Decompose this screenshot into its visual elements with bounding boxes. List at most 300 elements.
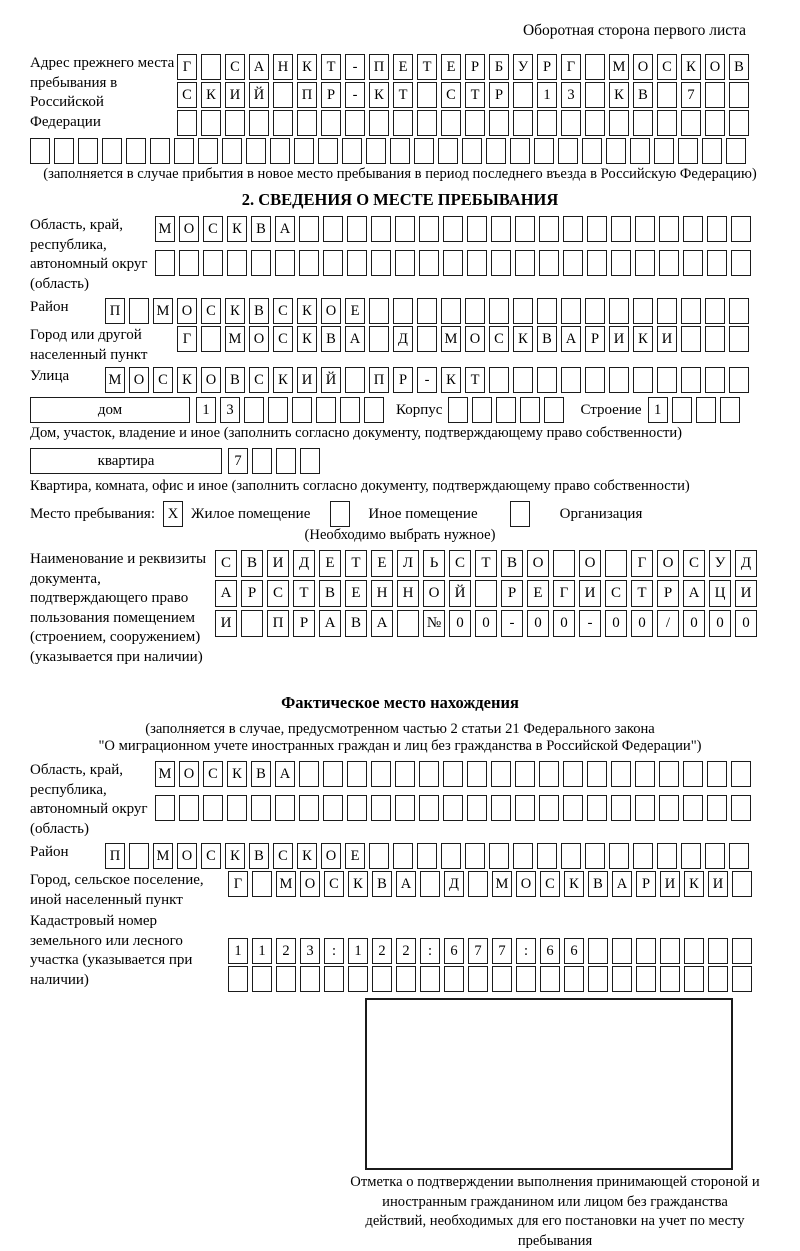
char-cell[interactable]	[201, 110, 221, 136]
char-cell[interactable]	[731, 250, 751, 276]
char-cell[interactable]	[275, 795, 295, 821]
char-cell[interactable]: С	[605, 580, 627, 607]
char-cell[interactable]	[419, 795, 439, 821]
char-cell[interactable]	[561, 367, 581, 393]
char-cell[interactable]: Т	[293, 580, 315, 607]
char-cell[interactable]	[420, 966, 440, 992]
char-cell[interactable]: Т	[465, 367, 485, 393]
char-cell[interactable]: Й	[449, 580, 471, 607]
char-cell[interactable]: Г	[228, 871, 248, 897]
char-cell[interactable]	[612, 966, 632, 992]
char-cell[interactable]	[635, 250, 655, 276]
char-cell[interactable]	[659, 795, 679, 821]
char-cell[interactable]: С	[215, 550, 237, 577]
char-cell[interactable]: С	[657, 54, 677, 80]
char-cell[interactable]	[513, 110, 533, 136]
char-cell[interactable]	[609, 367, 629, 393]
char-cell[interactable]: К	[633, 326, 653, 352]
char-cell[interactable]	[539, 250, 559, 276]
char-cell[interactable]: Р	[636, 871, 656, 897]
char-cell[interactable]	[720, 397, 740, 423]
char-cell[interactable]	[475, 580, 497, 607]
char-cell[interactable]	[660, 966, 680, 992]
char-cell[interactable]	[633, 298, 653, 324]
char-cell[interactable]: К	[297, 298, 317, 324]
char-cell[interactable]: М	[441, 326, 461, 352]
char-cell[interactable]: С	[249, 367, 269, 393]
char-cell[interactable]	[708, 966, 728, 992]
char-cell[interactable]	[491, 216, 511, 242]
char-cell[interactable]	[292, 397, 312, 423]
char-cell[interactable]: О	[527, 550, 549, 577]
char-cell[interactable]: О	[321, 298, 341, 324]
char-cell[interactable]	[585, 110, 605, 136]
char-cell[interactable]	[444, 966, 464, 992]
char-cell[interactable]: К	[348, 871, 368, 897]
char-cell[interactable]: С	[441, 82, 461, 108]
char-cell[interactable]	[294, 138, 314, 164]
char-cell[interactable]	[587, 216, 607, 242]
char-cell[interactable]	[585, 298, 605, 324]
char-cell[interactable]	[553, 550, 575, 577]
char-cell[interactable]: К	[201, 82, 221, 108]
char-cell[interactable]: 0	[735, 610, 757, 637]
char-cell[interactable]	[585, 54, 605, 80]
char-cell[interactable]: М	[276, 871, 296, 897]
char-cell[interactable]: У	[709, 550, 731, 577]
char-cell[interactable]: Д	[444, 871, 464, 897]
char-cell[interactable]	[276, 966, 296, 992]
char-cell[interactable]: О	[633, 54, 653, 80]
char-cell[interactable]: И	[609, 326, 629, 352]
char-cell[interactable]: 7	[468, 938, 488, 964]
char-cell[interactable]	[321, 110, 341, 136]
char-cell[interactable]: Г	[631, 550, 653, 577]
char-cell[interactable]: К	[297, 326, 317, 352]
char-cell[interactable]	[300, 448, 320, 474]
char-cell[interactable]: В	[633, 82, 653, 108]
char-cell[interactable]	[390, 138, 410, 164]
char-cell[interactable]	[198, 138, 218, 164]
char-cell[interactable]: 0	[709, 610, 731, 637]
char-cell[interactable]	[585, 367, 605, 393]
char-cell[interactable]: -	[501, 610, 523, 637]
char-cell[interactable]	[417, 110, 437, 136]
char-cell[interactable]	[371, 250, 391, 276]
char-cell[interactable]	[588, 938, 608, 964]
char-cell[interactable]	[299, 761, 319, 787]
char-cell[interactable]	[472, 397, 492, 423]
char-cell[interactable]: 1	[196, 397, 216, 423]
char-cell[interactable]: О	[579, 550, 601, 577]
char-cell[interactable]: 0	[605, 610, 627, 637]
char-cell[interactable]	[563, 761, 583, 787]
char-cell[interactable]	[678, 138, 698, 164]
char-cell[interactable]: В	[588, 871, 608, 897]
char-cell[interactable]	[462, 138, 482, 164]
char-cell[interactable]: 1	[648, 397, 668, 423]
char-cell[interactable]: К	[177, 367, 197, 393]
char-cell[interactable]	[467, 216, 487, 242]
char-cell[interactable]	[729, 326, 749, 352]
char-cell[interactable]: П	[369, 367, 389, 393]
char-cell[interactable]: 2	[276, 938, 296, 964]
char-cell[interactable]: И	[660, 871, 680, 897]
char-cell[interactable]: О	[129, 367, 149, 393]
char-cell[interactable]: :	[420, 938, 440, 964]
char-cell[interactable]: Е	[371, 550, 393, 577]
char-cell[interactable]	[371, 795, 391, 821]
char-cell[interactable]	[516, 966, 536, 992]
char-cell[interactable]	[489, 843, 509, 869]
char-cell[interactable]: Р	[393, 367, 413, 393]
char-cell[interactable]: Р	[489, 82, 509, 108]
char-cell[interactable]	[252, 448, 272, 474]
char-cell[interactable]: А	[345, 326, 365, 352]
char-cell[interactable]: :	[324, 938, 344, 964]
char-cell[interactable]	[563, 216, 583, 242]
char-cell[interactable]: Т	[631, 580, 653, 607]
char-cell[interactable]: Н	[371, 580, 393, 607]
char-cell[interactable]	[467, 761, 487, 787]
char-cell[interactable]	[705, 82, 725, 108]
char-cell[interactable]	[729, 843, 749, 869]
char-cell[interactable]	[732, 938, 752, 964]
char-cell[interactable]: Т	[393, 82, 413, 108]
char-cell[interactable]	[417, 843, 437, 869]
char-cell[interactable]: С	[267, 580, 289, 607]
char-cell[interactable]: К	[609, 82, 629, 108]
char-cell[interactable]	[395, 216, 415, 242]
char-cell[interactable]	[438, 138, 458, 164]
char-cell[interactable]	[129, 298, 149, 324]
char-cell[interactable]: С	[177, 82, 197, 108]
char-cell[interactable]	[323, 216, 343, 242]
char-cell[interactable]: О	[177, 298, 197, 324]
char-cell[interactable]	[369, 843, 389, 869]
char-cell[interactable]	[587, 761, 607, 787]
char-cell[interactable]: И	[267, 550, 289, 577]
char-cell[interactable]: 0	[631, 610, 653, 637]
char-cell[interactable]	[340, 397, 360, 423]
char-cell[interactable]	[539, 216, 559, 242]
char-cell[interactable]	[683, 250, 703, 276]
char-cell[interactable]	[696, 397, 716, 423]
char-cell[interactable]: О	[516, 871, 536, 897]
char-cell[interactable]	[465, 110, 485, 136]
char-cell[interactable]: О	[657, 550, 679, 577]
char-cell[interactable]	[300, 966, 320, 992]
char-cell[interactable]	[732, 966, 752, 992]
char-cell[interactable]: Т	[417, 54, 437, 80]
char-cell[interactable]: В	[225, 367, 245, 393]
char-cell[interactable]	[174, 138, 194, 164]
char-cell[interactable]	[681, 367, 701, 393]
char-cell[interactable]	[203, 250, 223, 276]
char-cell[interactable]: С	[449, 550, 471, 577]
char-cell[interactable]	[348, 966, 368, 992]
char-cell[interactable]	[587, 795, 607, 821]
char-cell[interactable]: П	[267, 610, 289, 637]
char-cell[interactable]	[150, 138, 170, 164]
char-cell[interactable]: -	[417, 367, 437, 393]
char-cell[interactable]	[443, 761, 463, 787]
char-cell[interactable]	[633, 367, 653, 393]
char-cell[interactable]	[657, 843, 677, 869]
char-cell[interactable]	[299, 216, 319, 242]
char-cell[interactable]	[441, 298, 461, 324]
char-cell[interactable]	[225, 110, 245, 136]
char-cell[interactable]: В	[372, 871, 392, 897]
char-cell[interactable]: 3	[300, 938, 320, 964]
char-cell[interactable]: С	[273, 843, 293, 869]
char-cell[interactable]: С	[683, 550, 705, 577]
char-cell[interactable]	[707, 761, 727, 787]
char-cell[interactable]	[537, 843, 557, 869]
char-cell[interactable]: Е	[393, 54, 413, 80]
char-cell[interactable]	[611, 761, 631, 787]
char-cell[interactable]: В	[501, 550, 523, 577]
char-cell[interactable]: 0	[475, 610, 497, 637]
char-cell[interactable]	[537, 367, 557, 393]
char-cell[interactable]: Р	[465, 54, 485, 80]
char-cell[interactable]	[606, 138, 626, 164]
char-cell[interactable]	[630, 138, 650, 164]
char-cell[interactable]	[537, 298, 557, 324]
char-cell[interactable]	[395, 761, 415, 787]
char-cell[interactable]	[726, 138, 746, 164]
char-cell[interactable]: Е	[441, 54, 461, 80]
char-cell[interactable]: Т	[345, 550, 367, 577]
char-cell[interactable]	[323, 795, 343, 821]
char-cell[interactable]: /	[657, 610, 679, 637]
char-cell[interactable]	[276, 448, 296, 474]
char-cell[interactable]: К	[225, 298, 245, 324]
char-cell[interactable]	[681, 110, 701, 136]
char-cell[interactable]	[201, 326, 221, 352]
char-cell[interactable]	[563, 250, 583, 276]
char-cell[interactable]: С	[225, 54, 245, 80]
char-cell[interactable]	[347, 250, 367, 276]
char-cell[interactable]	[729, 82, 749, 108]
char-cell[interactable]	[513, 82, 533, 108]
char-cell[interactable]	[323, 250, 343, 276]
char-cell[interactable]: В	[251, 761, 271, 787]
char-cell[interactable]: К	[297, 54, 317, 80]
char-cell[interactable]: С	[203, 216, 223, 242]
char-cell[interactable]	[347, 795, 367, 821]
char-cell[interactable]: П	[105, 298, 125, 324]
char-cell[interactable]: В	[241, 550, 263, 577]
char-cell[interactable]	[372, 966, 392, 992]
char-cell[interactable]: Р	[501, 580, 523, 607]
char-cell[interactable]: -	[345, 82, 365, 108]
char-cell[interactable]	[563, 795, 583, 821]
char-cell[interactable]	[467, 250, 487, 276]
char-cell[interactable]	[558, 138, 578, 164]
char-cell[interactable]	[672, 397, 692, 423]
char-cell[interactable]	[611, 216, 631, 242]
char-cell[interactable]: В	[251, 216, 271, 242]
char-cell[interactable]	[585, 82, 605, 108]
char-cell[interactable]: Р	[537, 54, 557, 80]
char-cell[interactable]	[467, 795, 487, 821]
char-cell[interactable]: А	[319, 610, 341, 637]
char-cell[interactable]	[489, 110, 509, 136]
char-cell[interactable]	[246, 138, 266, 164]
char-cell[interactable]	[587, 250, 607, 276]
char-cell[interactable]	[732, 871, 752, 897]
char-cell[interactable]	[251, 795, 271, 821]
char-cell[interactable]	[515, 216, 535, 242]
char-cell[interactable]: О	[300, 871, 320, 897]
char-cell[interactable]	[660, 938, 680, 964]
char-cell[interactable]: М	[153, 843, 173, 869]
char-cell[interactable]: В	[537, 326, 557, 352]
char-cell[interactable]	[203, 795, 223, 821]
char-cell[interactable]	[486, 138, 506, 164]
char-cell[interactable]: А	[215, 580, 237, 607]
char-cell[interactable]	[227, 250, 247, 276]
char-cell[interactable]	[244, 397, 264, 423]
char-cell[interactable]	[659, 216, 679, 242]
char-cell[interactable]: А	[612, 871, 632, 897]
char-cell[interactable]: К	[273, 367, 293, 393]
char-cell[interactable]: М	[609, 54, 629, 80]
char-cell[interactable]	[465, 298, 485, 324]
char-cell[interactable]	[316, 397, 336, 423]
char-cell[interactable]	[227, 795, 247, 821]
stay-type-checkbox-other-premise[interactable]	[330, 501, 350, 527]
char-cell[interactable]	[179, 250, 199, 276]
char-cell[interactable]	[273, 82, 293, 108]
char-cell[interactable]	[707, 250, 727, 276]
char-cell[interactable]: Е	[345, 298, 365, 324]
char-cell[interactable]	[708, 938, 728, 964]
char-cell[interactable]: К	[564, 871, 584, 897]
char-cell[interactable]	[129, 843, 149, 869]
char-cell[interactable]	[345, 110, 365, 136]
char-cell[interactable]	[731, 761, 751, 787]
char-cell[interactable]: У	[513, 54, 533, 80]
char-cell[interactable]	[369, 110, 389, 136]
char-cell[interactable]: О	[179, 761, 199, 787]
char-cell[interactable]	[251, 250, 271, 276]
char-cell[interactable]	[705, 298, 725, 324]
char-cell[interactable]: С	[153, 367, 173, 393]
char-cell[interactable]: С	[273, 326, 293, 352]
char-cell[interactable]: Р	[321, 82, 341, 108]
char-cell[interactable]: Н	[273, 54, 293, 80]
char-cell[interactable]	[179, 795, 199, 821]
char-cell[interactable]	[659, 761, 679, 787]
char-cell[interactable]	[393, 110, 413, 136]
char-cell[interactable]: С	[489, 326, 509, 352]
char-cell[interactable]	[268, 397, 288, 423]
char-cell[interactable]: А	[396, 871, 416, 897]
char-cell[interactable]	[419, 250, 439, 276]
char-cell[interactable]: 7	[228, 448, 248, 474]
char-cell[interactable]	[324, 966, 344, 992]
char-cell[interactable]	[705, 326, 725, 352]
char-cell[interactable]	[252, 966, 272, 992]
char-cell[interactable]	[465, 843, 485, 869]
char-cell[interactable]	[420, 871, 440, 897]
char-cell[interactable]	[515, 761, 535, 787]
char-cell[interactable]: К	[227, 761, 247, 787]
char-cell[interactable]: К	[681, 54, 701, 80]
char-cell[interactable]: Р	[293, 610, 315, 637]
char-cell[interactable]: В	[321, 326, 341, 352]
char-cell[interactable]	[702, 138, 722, 164]
char-cell[interactable]	[544, 397, 564, 423]
char-cell[interactable]	[201, 54, 221, 80]
char-cell[interactable]: Р	[585, 326, 605, 352]
stay-type-checkbox-residential[interactable]: X	[163, 501, 183, 527]
char-cell[interactable]: К	[297, 843, 317, 869]
char-cell[interactable]: Ц	[709, 580, 731, 607]
char-cell[interactable]	[177, 110, 197, 136]
char-cell[interactable]: Е	[345, 843, 365, 869]
char-cell[interactable]: А	[561, 326, 581, 352]
char-cell[interactable]: 6	[564, 938, 584, 964]
char-cell[interactable]	[537, 110, 557, 136]
char-cell[interactable]	[489, 367, 509, 393]
char-cell[interactable]: А	[683, 580, 705, 607]
char-cell[interactable]: И	[735, 580, 757, 607]
char-cell[interactable]	[275, 250, 295, 276]
char-cell[interactable]: №	[423, 610, 445, 637]
char-cell[interactable]: С	[201, 298, 221, 324]
char-cell[interactable]	[564, 966, 584, 992]
char-cell[interactable]: С	[324, 871, 344, 897]
char-cell[interactable]	[659, 250, 679, 276]
char-cell[interactable]	[443, 216, 463, 242]
char-cell[interactable]: Ь	[423, 550, 445, 577]
char-cell[interactable]: 7	[492, 938, 512, 964]
char-cell[interactable]: 1	[537, 82, 557, 108]
char-cell[interactable]	[585, 843, 605, 869]
char-cell[interactable]	[397, 610, 419, 637]
char-cell[interactable]	[681, 843, 701, 869]
char-cell[interactable]: С	[273, 298, 293, 324]
char-cell[interactable]	[54, 138, 74, 164]
char-cell[interactable]: К	[369, 82, 389, 108]
char-cell[interactable]	[657, 82, 677, 108]
char-cell[interactable]	[534, 138, 554, 164]
char-cell[interactable]	[297, 110, 317, 136]
char-cell[interactable]	[705, 110, 725, 136]
char-cell[interactable]: О	[705, 54, 725, 80]
char-cell[interactable]: :	[516, 938, 536, 964]
char-cell[interactable]	[155, 250, 175, 276]
char-cell[interactable]: О	[249, 326, 269, 352]
char-cell[interactable]	[299, 250, 319, 276]
char-cell[interactable]: Д	[735, 550, 757, 577]
char-cell[interactable]: Г	[177, 54, 197, 80]
char-cell[interactable]: В	[319, 580, 341, 607]
char-cell[interactable]: 7	[681, 82, 701, 108]
char-cell[interactable]	[729, 110, 749, 136]
stay-type-checkbox-organization[interactable]	[510, 501, 530, 527]
char-cell[interactable]	[705, 843, 725, 869]
char-cell[interactable]	[609, 110, 629, 136]
char-cell[interactable]: Н	[397, 580, 419, 607]
char-cell[interactable]	[468, 871, 488, 897]
char-cell[interactable]	[705, 367, 725, 393]
char-cell[interactable]	[520, 397, 540, 423]
char-cell[interactable]	[448, 397, 468, 423]
